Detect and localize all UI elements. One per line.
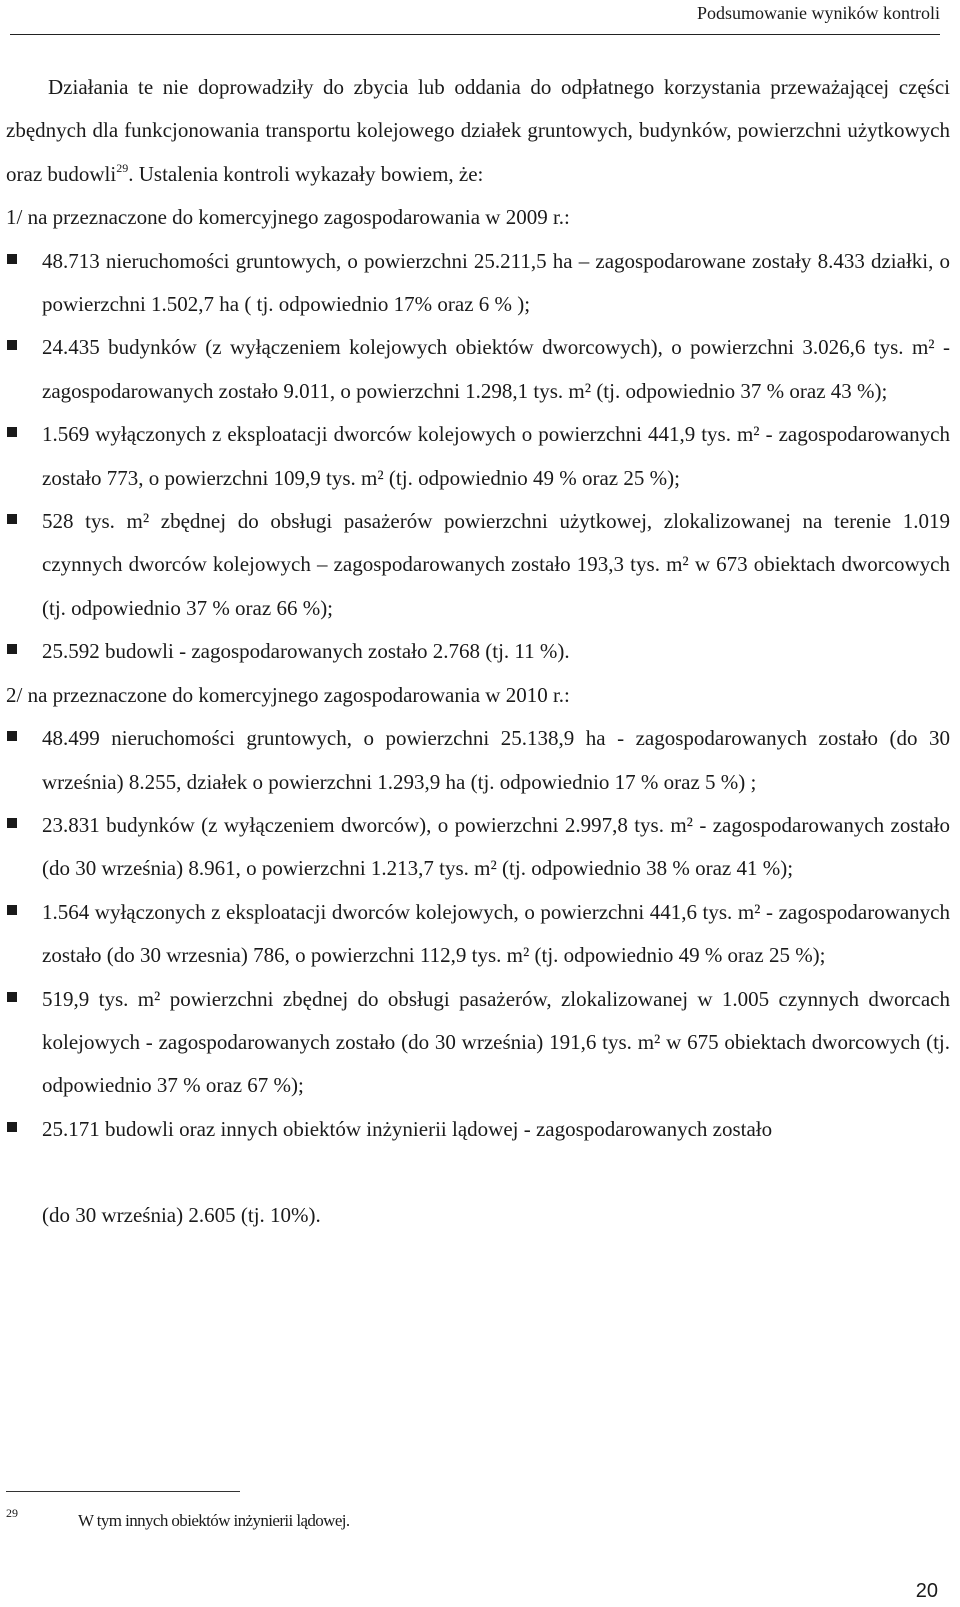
- list-item-text: (do 30 września) 2.605 (tj. 10%).: [42, 1203, 321, 1228]
- list-item: [6, 240, 950, 327]
- list-item: [6, 978, 950, 1108]
- blank-line: [6, 1151, 950, 1194]
- list-item: [6, 717, 950, 804]
- list-item-text: 48.499 nieruchomości gruntowych, o powierzchni 25.138,9 ha - zagospodarowanych zostało (do 30 września) 8.255, działek o powierzchni 1.293,9 ha (tj. odpowiednio 17 % oraz 5 %) ;: [42, 726, 950, 794]
- bullet-square-icon: [7, 427, 17, 437]
- list-item: [6, 326, 950, 413]
- intro-text: Działania te nie doprowadziły do zbycia lub oddania do odpłatnego korzystania przeważającej części zbędnych dla funkcjonowania transportu kolejowego działek gruntowych, budynków, powierzchni użytkowych oraz budowli: [6, 75, 950, 186]
- list-item-text: 519,9 tys. m² powierzchni zbędnej do obsługi pasażerów, zlokalizowanej w 1.005 czynnych dworcach kolejowych - zagospodarowanych zostało (do 30 września) 191,6 tys. m² w 675 obiektach dworcowych (tj. odpowiednio 37 % oraz 67 %);: [42, 986, 950, 1098]
- intro-text-after: . Ustalenia kontroli wykazały bowiem, że:: [128, 161, 484, 186]
- page-number: 20: [915, 1580, 938, 1602]
- footnote-divider: [6, 1491, 240, 1492]
- list-item: [6, 630, 950, 673]
- bullet-square-icon: [7, 905, 17, 915]
- footnote-text: W tym innych obiektów inżynierii lądowej.: [78, 1511, 350, 1530]
- bullet-square-icon: [7, 992, 17, 1002]
- bullet-square-icon: [7, 818, 17, 828]
- section2-heading: 2/ na przeznaczone do komercyjnego zagospodarowania w 2010 r.:: [6, 682, 570, 707]
- list-item-continuation: [6, 1194, 950, 1237]
- running-header: [10, 0, 940, 35]
- footnote-reference[interactable]: 29: [116, 160, 129, 175]
- list-item: [6, 891, 950, 978]
- list-item-text: 1.564 wyłączonych z eksploatacji dworców kolejowych, o powierzchni 441,6 tys. m² - zagospodarowanych zostało (do 30 wrzesnia) 786, o powierzchni 112,9 tys. m² (tj. odpowiednio 49 % oraz 25 %);: [42, 899, 950, 968]
- list-item-text: 25.592 budowli - zagospodarowanych zostało 2.768 (tj. 11 %).: [42, 639, 570, 664]
- list-item-text: 23.831 budynków (z wyłączeniem dworców), o powierzchni 2.997,8 tys. m² - zagospodarowanych zostało (do 30 września) 8.961, o powierzchni 1.213,7 tys. m² (tj. odpowiednio 38 % oraz 41 %);: [42, 812, 950, 881]
- document-body: [6, 66, 950, 1238]
- list-item-text: 25.171 budowli oraz innych obiektów inżynierii lądowej - zagospodarowanych zostało: [42, 1116, 773, 1141]
- bullet-square-icon: [7, 340, 17, 350]
- bullet-square-icon: [7, 1122, 17, 1132]
- list-item: [6, 413, 950, 500]
- intro-paragraph: [6, 66, 950, 196]
- list-item-text: 1.569 wyłączonych z eksploatacji dworców kolejowych o powierzchni 441,9 tys. m² - zagospodarowanych zostało 773, o powierzchni 109,9 tys. m² (tj. odpowiednio 49 % oraz 25 %);: [42, 422, 950, 490]
- section1-heading: 1/ na przeznaczone do komercyjnego zagospodarowania w 2009 r.:: [6, 205, 570, 230]
- header-title: Podsumowanie wyników kontroli: [697, 3, 940, 23]
- list-item: [6, 500, 950, 630]
- footnote-number: 29: [6, 1506, 18, 1520]
- list-item-text: 48.713 nieruchomości gruntowych, o powierzchni 25.211,5 ha – zagospodarowane zostały 8.433 działki, o powierzchni 1.502,7 ha ( tj. odpowiednio 17% oraz 6 % );: [42, 248, 950, 317]
- list-item: [6, 804, 950, 891]
- bullet-square-icon: [7, 731, 17, 741]
- list-item-text: 24.435 budynków (z wyłączeniem kolejowych obiektów dworcowych), o powierzchni 3.026,6 tys. m² - zagospodarowanych zostało 9.011, o powierzchni 1.298,1 tys. m² (tj. odpowiednio 37 % oraz 43 %);: [42, 335, 950, 403]
- list-item: [6, 1108, 950, 1151]
- list-item-text: 528 tys. m² zbędnej do obsługi pasażerów powierzchni użytkowej, zlokalizowanej na terenie 1.019 czynnych dworców kolejowych – zagospodarowanych zostało 193,3 tys. m² w 673 obiektach dworcowych (tj. odpowiednio 37 % oraz 66 %);: [42, 509, 950, 620]
- bullet-square-icon: [7, 254, 17, 264]
- bullet-square-icon: [7, 514, 17, 524]
- bullet-square-icon: [7, 644, 17, 654]
